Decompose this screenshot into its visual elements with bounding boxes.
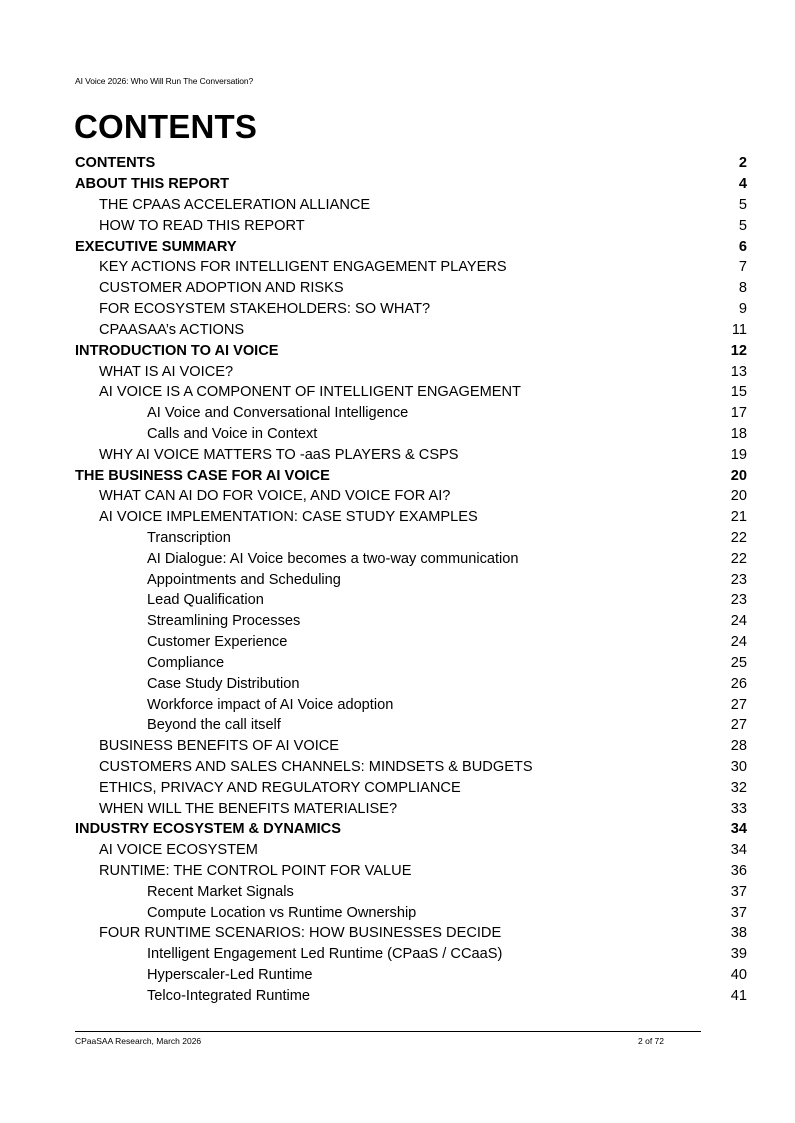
toc-entry[interactable] <box>75 320 747 341</box>
toc-entry-title: Transcription <box>147 530 231 547</box>
toc-entry-title: Compliance <box>147 654 225 671</box>
toc-entry-page: 5 <box>738 217 747 234</box>
toc-entry[interactable] <box>75 403 747 424</box>
toc-entry-title: CUSTOMERS AND SALES CHANNELS: MINDSETS & BUDGETS <box>99 758 533 775</box>
toc-entry-page: 32 <box>730 779 747 796</box>
toc-entry-page: 24 <box>730 613 747 630</box>
toc-entry[interactable] <box>75 195 747 216</box>
toc-entry-title: CPAASAA’s ACTIONS <box>99 321 245 338</box>
toc-entry[interactable] <box>75 278 747 299</box>
toc-entry-page: 17 <box>730 405 747 422</box>
toc-entry[interactable] <box>75 424 747 445</box>
toc-entry-title: Appointments and Scheduling <box>147 571 341 588</box>
toc-entry[interactable] <box>75 569 747 590</box>
toc-entry-title: THE BUSINESS CASE FOR AI VOICE <box>75 467 330 484</box>
toc-entry-title: THE CPAAS ACCELERATION ALLIANCE <box>99 197 371 214</box>
toc-entry[interactable] <box>75 902 747 923</box>
toc-entry-title: INTRODUCTION TO AI VOICE <box>75 342 279 359</box>
toc-entry[interactable] <box>75 465 747 486</box>
toc-entry-page: 39 <box>730 946 747 963</box>
toc-entry[interactable] <box>75 174 747 195</box>
toc-entry[interactable] <box>75 507 747 528</box>
toc-entry-page: 23 <box>730 571 747 588</box>
toc-entry-page: 22 <box>730 530 747 547</box>
toc-entry-page: 18 <box>730 425 747 442</box>
toc-entry[interactable] <box>75 611 747 632</box>
toc-entry[interactable] <box>75 819 747 840</box>
toc-entry[interactable] <box>75 340 747 361</box>
toc-entry-page: 41 <box>730 987 747 1004</box>
toc-entry-page: 25 <box>730 654 747 671</box>
footer-page-number: 2 of 72 <box>638 1036 664 1046</box>
toc-entry-page: 20 <box>730 467 747 484</box>
toc-entry-page: 23 <box>730 592 747 609</box>
toc-entry-title: Workforce impact of AI Voice adoption <box>147 696 394 713</box>
footer-divider <box>75 1031 701 1032</box>
toc-entry-title: FOR ECOSYSTEM STAKEHOLDERS: SO WHAT? <box>99 301 431 318</box>
toc-entry-title: AI VOICE IS A COMPONENT OF INTELLIGENT ENGAGEMENT <box>99 384 521 401</box>
toc-entry[interactable] <box>75 673 747 694</box>
toc-entry-page: 4 <box>738 176 747 193</box>
toc-entry-title: WHAT IS AI VOICE? <box>99 363 234 380</box>
toc-entry-page: 34 <box>730 821 747 838</box>
toc-entry-page: 30 <box>730 758 747 775</box>
toc-entry-page: 7 <box>738 259 747 276</box>
toc-entry-page: 24 <box>730 634 747 651</box>
toc-entry-title: Streamlining Processes <box>147 613 301 630</box>
toc-entry[interactable] <box>75 757 747 778</box>
toc-entry[interactable] <box>75 840 747 861</box>
toc-entry-title: Compute Location vs Runtime Ownership <box>147 904 417 921</box>
toc-entry[interactable] <box>75 798 747 819</box>
toc-entry-title: Intelligent Engagement Led Runtime (CPaaS / CCaaS) <box>147 946 503 963</box>
toc-entry[interactable] <box>75 382 747 403</box>
toc-entry[interactable] <box>75 236 747 257</box>
toc-entry-title: RUNTIME: THE CONTROL POINT FOR VALUE <box>99 863 412 880</box>
toc-entry[interactable] <box>75 299 747 320</box>
toc-entry-title: AI VOICE ECOSYSTEM <box>99 842 258 859</box>
toc-entry[interactable] <box>75 736 747 757</box>
toc-entry-page: 40 <box>730 967 747 984</box>
toc-entry-title: CONTENTS <box>75 155 156 172</box>
toc-entry-title: WHAT CAN AI DO FOR VOICE, AND VOICE FOR AI? <box>99 488 451 505</box>
toc-entry-title: AI Dialogue: AI Voice becomes a two-way communication <box>147 550 519 567</box>
toc-entry[interactable] <box>75 881 747 902</box>
toc-entry-title: WHEN WILL THE BENEFITS MATERIALISE? <box>99 800 398 817</box>
toc-entry[interactable] <box>75 444 747 465</box>
toc-entry[interactable] <box>75 153 747 174</box>
toc-entry-page: 19 <box>730 446 747 463</box>
toc-entry-title: ABOUT THIS REPORT <box>75 176 230 193</box>
toc-entry-page: 27 <box>730 717 747 734</box>
toc-entry-page: 8 <box>738 280 747 297</box>
toc-entry-title: Hyperscaler-Led Runtime <box>147 967 313 984</box>
toc-entry-page: 28 <box>730 738 747 755</box>
toc-entry[interactable] <box>75 944 747 965</box>
toc-entry-page: 36 <box>730 863 747 880</box>
toc-entry-page: 27 <box>730 696 747 713</box>
toc-entry[interactable] <box>75 715 747 736</box>
toc-entry[interactable] <box>75 257 747 278</box>
toc-entry-page: 15 <box>730 384 747 401</box>
toc-entry-title: WHY AI VOICE MATTERS TO -aaS PLAYERS & CSPS <box>99 446 459 463</box>
running-header: AI Voice 2026: Who Will Run The Conversation? <box>75 76 254 86</box>
toc-entry-title: HOW TO READ THIS REPORT <box>99 217 305 234</box>
toc-entry-title: Lead Qualification <box>147 592 264 609</box>
toc-entry-title: AI Voice and Conversational Intelligence <box>147 405 409 422</box>
toc-entry-page: 21 <box>730 509 747 526</box>
footer-publisher: CPaaSAA Research, March 2026 <box>75 1036 202 1046</box>
toc-entry-title: EXECUTIVE SUMMARY <box>75 238 237 255</box>
toc-entry[interactable] <box>75 986 747 1007</box>
toc-entry-title: ETHICS, PRIVACY AND REGULATORY COMPLIANCE <box>99 779 461 796</box>
toc-entry[interactable] <box>75 215 747 236</box>
toc-entry-title: Case Study Distribution <box>147 675 300 692</box>
toc-entry-page: 33 <box>730 800 747 817</box>
toc-entry-title: Recent Market Signals <box>147 883 294 900</box>
toc-entry-page: 5 <box>738 197 747 214</box>
toc-entry-title: AI VOICE IMPLEMENTATION: CASE STUDY EXAMPLES <box>99 509 478 526</box>
toc-entry-title: KEY ACTIONS FOR INTELLIGENT ENGAGEMENT PLAYERS <box>99 259 507 276</box>
toc-entry-page: 20 <box>730 488 747 505</box>
toc-entry-page: 12 <box>730 342 747 359</box>
toc-entry-page: 37 <box>730 883 747 900</box>
toc-entry-page: 26 <box>730 675 747 692</box>
toc-entry-page: 38 <box>730 925 747 942</box>
toc-entry[interactable] <box>75 632 747 653</box>
toc-entry[interactable] <box>75 653 747 674</box>
toc-entry[interactable] <box>75 923 747 944</box>
toc-entry-title: CUSTOMER ADOPTION AND RISKS <box>99 280 344 297</box>
toc-entry-title: Telco-Integrated Runtime <box>147 987 311 1004</box>
toc-entry-page: 37 <box>730 904 747 921</box>
toc-entry-title: Beyond the call itself <box>147 717 281 734</box>
toc-entry-page: 11 <box>731 321 747 338</box>
page-title: CONTENTS <box>74 108 258 145</box>
toc-entry-title: INDUSTRY ECOSYSTEM & DYNAMICS <box>75 821 341 838</box>
toc-entry-page: 9 <box>738 301 747 318</box>
toc-entry-title: FOUR RUNTIME SCENARIOS: HOW BUSINESSES DECIDE <box>99 925 502 942</box>
toc-entry[interactable] <box>75 777 747 798</box>
toc-entry[interactable] <box>75 361 747 382</box>
toc-entry-page: 6 <box>738 238 747 255</box>
toc-entry[interactable] <box>75 486 747 507</box>
toc-entry-title: Customer Experience <box>147 634 288 651</box>
toc-entry[interactable] <box>75 590 747 611</box>
toc-entry[interactable] <box>75 528 747 549</box>
toc-entry-title: BUSINESS BENEFITS OF AI VOICE <box>99 738 340 755</box>
toc-entry[interactable] <box>75 861 747 882</box>
toc-entry-page: 13 <box>730 363 747 380</box>
toc-entry-page: 34 <box>730 842 747 859</box>
table-of-contents <box>75 153 747 1006</box>
toc-entry-page: 2 <box>738 155 747 172</box>
toc-entry-page: 22 <box>730 550 747 567</box>
toc-entry-title: Calls and Voice in Context <box>147 425 318 442</box>
toc-entry[interactable] <box>75 548 747 569</box>
toc-entry[interactable] <box>75 694 747 715</box>
toc-entry[interactable] <box>75 965 747 986</box>
